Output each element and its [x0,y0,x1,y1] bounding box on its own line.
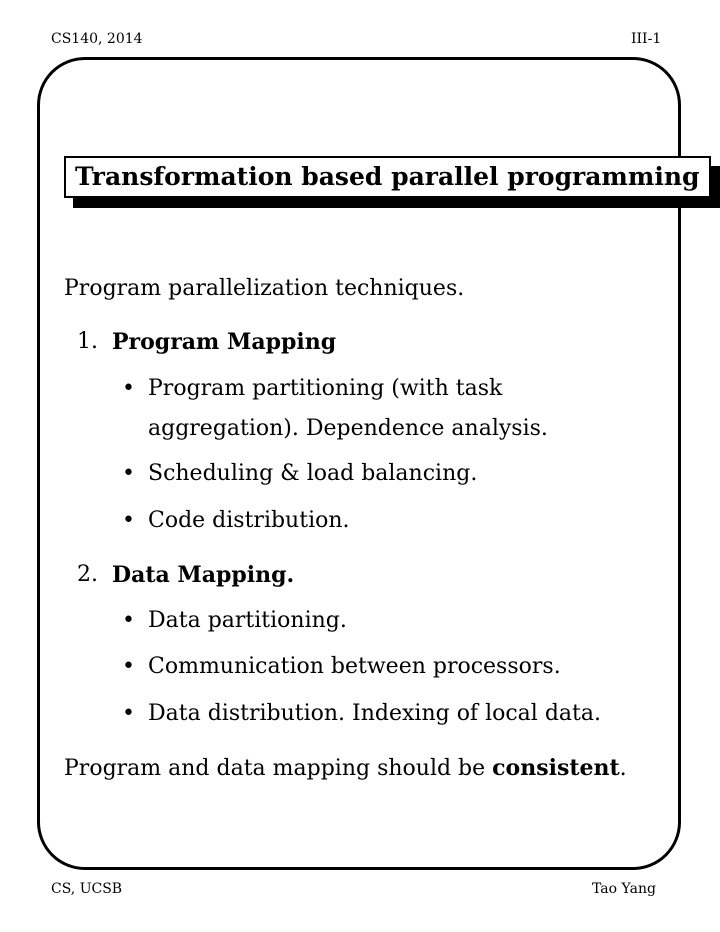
bullet-icon: • [122,654,135,679]
bullet-text: Communication between processors. [148,654,561,679]
item-1-heading: Program Mapping [112,329,337,355]
slide-title: Transformation based parallel programming [64,156,711,198]
item-2-number: 2. [77,562,98,587]
bullet-icon: • [122,608,135,633]
bullet-icon: • [122,461,135,486]
item-2-heading: Data Mapping. [112,562,295,588]
bullet-text: Data distribution. Indexing of local data. [148,701,601,726]
conclusion-suffix: . [619,756,627,781]
conclusion-prefix: Program and data mapping should be [64,756,493,781]
footer-author: Tao Yang [592,881,656,897]
bullet-text: Program partitioning (with task [148,376,503,401]
bullet-text: Code distribution. [148,508,350,533]
conclusion-emphasis: consistent [492,755,620,781]
item-1-number: 1. [77,329,98,354]
bullet-text: Data partitioning. [148,608,347,633]
intro-text: Program parallelization techniques. [64,276,465,301]
bullet-icon: • [122,508,135,533]
bullet-icon: • [122,701,135,726]
bullet-text: Scheduling & load balancing. [148,461,478,486]
conclusion-text [64,755,627,782]
header-page-number: III-1 [631,31,662,47]
footer-institution: CS, UCSB [51,881,123,897]
bullet-text-continued: aggregation). Dependence analysis. [148,416,548,441]
header-course: CS140, 2014 [51,31,143,47]
bullet-icon: • [122,376,135,401]
